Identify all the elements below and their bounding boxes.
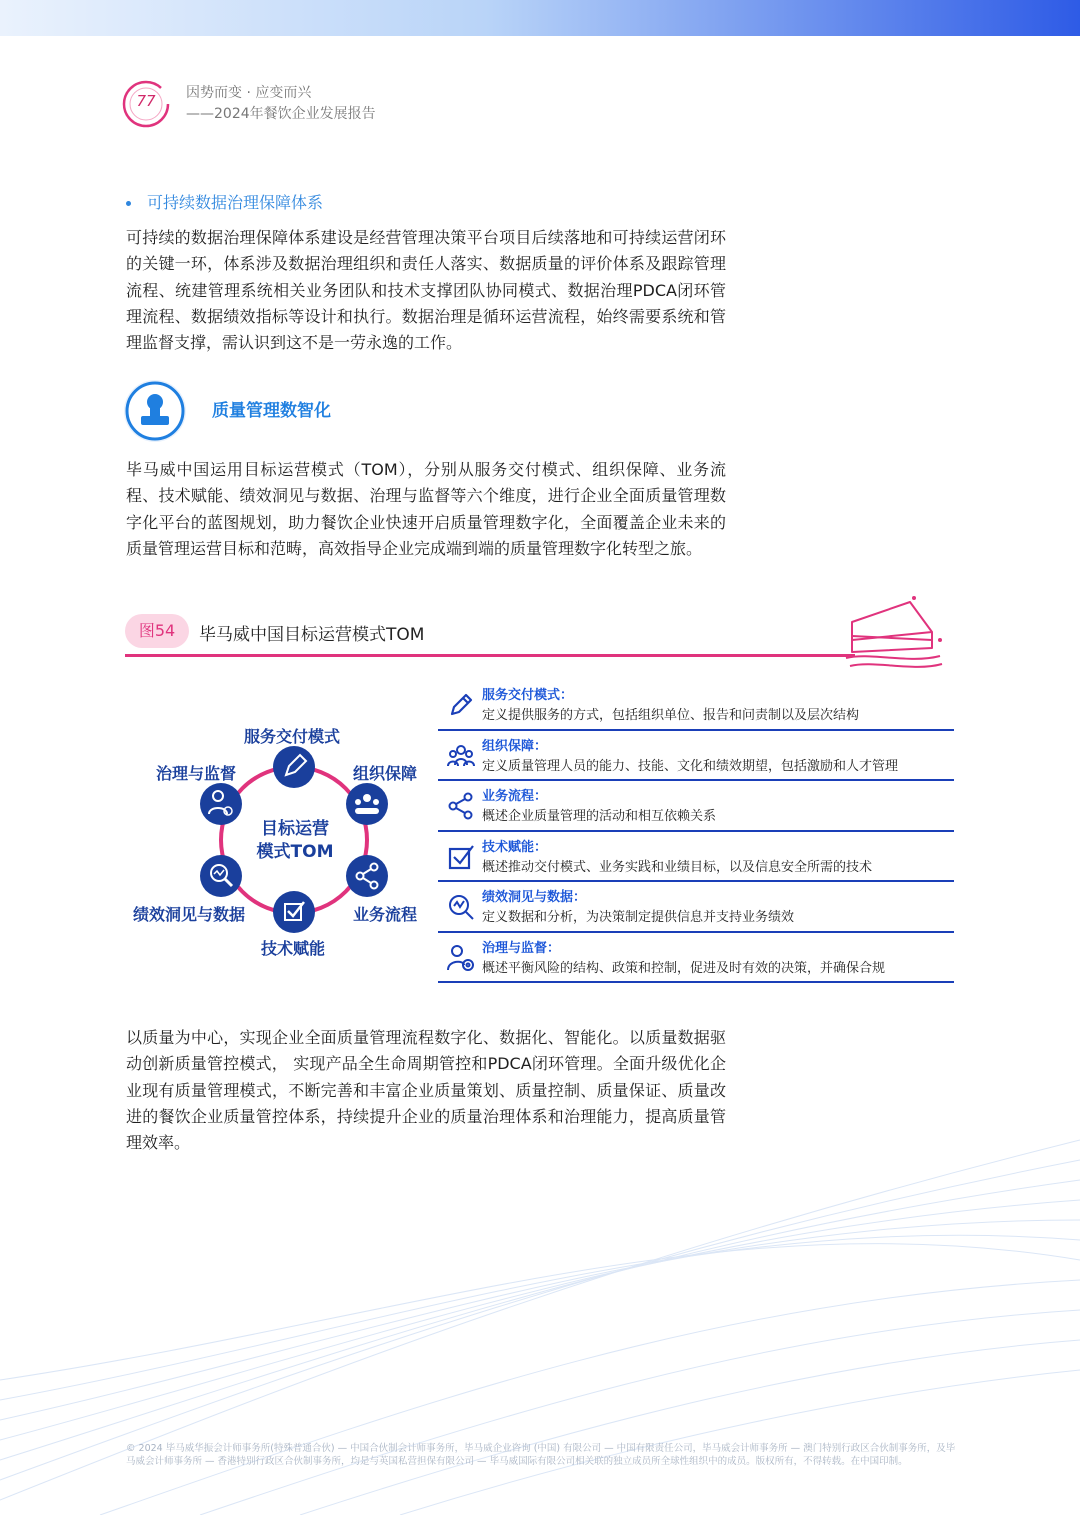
paragraph-data-governance: 可持续的数据治理保障体系建设是经营管理决策平台项目后续落地和可持续运营闭环的关键一环，体系涉及数据治理组织和责任人落实、数据质量的评价体系及跟踪管理流程、统建管理系统相关业务团队和技术支撑团队协同模式、数据治理PDCA闭环管理流程、数据绩效指标等设计和执行。数据治理是循环运营流程，始终需要系统和管理监督支撑，需认识到这不是一劳永逸的工作。 [126, 228, 726, 353]
cake-slice-icon [840, 592, 948, 674]
checkbox-icon [446, 842, 476, 872]
item-desc: 概述企业质量管理的活动和相互依赖关系 [482, 809, 717, 824]
paragraph-quality-center: 以质量为中心，实现企业全面质量管理流程数字化、数据化、智能化。以质量数据驱动创新质量管控模式， 实现产品全生命周期管控和PDCA闭环管理。全面升级优化企业现有质量管理模式，不断完善和丰富企业质量策划、质量控制、质量保证、质量改进的餐饮企业质量管控体系，持续提升企业的质量治理体系和治理能力，提高质量管理效率。 [126, 1028, 726, 1153]
wheel-label-bottom: 技术赋能 [261, 939, 326, 958]
wheel-label-upper-right: 组织保障 [353, 764, 418, 783]
node-lower-right [346, 855, 388, 897]
wheel-label-lower-right: 业务流程 [353, 905, 418, 924]
list-item [438, 882, 954, 933]
page-number-badge [120, 78, 172, 130]
list-item [438, 832, 954, 883]
bullet-heading-text: 可持续数据治理保障体系 [147, 193, 324, 212]
wheel-center-label [240, 818, 350, 864]
item-title: 技术赋能： [482, 839, 548, 855]
item-title: 绩效洞见与数据： [482, 890, 587, 905]
item-title: 服务交付模式： [482, 688, 574, 703]
node-upper-left [200, 783, 242, 825]
figure-tag: 图54 [125, 614, 189, 648]
item-desc: 定义数据和分析，为决策制定提供信息并支持业务绩效 [482, 910, 795, 925]
team-icon [446, 741, 476, 771]
item-desc: 概述平衡风险的结构、政策和控制，促进及时有效的决策，并确保合规 [482, 960, 886, 976]
report-title-line2: ——2024年餐饮企业发展报告 [186, 106, 376, 122]
node-lower-left [200, 855, 242, 897]
item-title: 组织保障： [482, 738, 548, 754]
wheel-label-lower-left: 绩效洞见与数据 [133, 905, 246, 924]
bullet-heading [126, 190, 323, 213]
person-gear-icon [446, 943, 476, 973]
node-bottom [273, 891, 315, 933]
node-upper-right [346, 783, 388, 825]
copyright-footer: © 2024 毕马威华振会计师事务所(特殊普通合伙) — 中国合伙制会计师事务所，毕马威企业咨询 (中国) 有限公司 — 中国有限责任公司，毕马威会计师事务所 — 澳门特别行政区合伙制事务所，及毕马威会计师事务所 — 香港特别行政区合伙制事务所，均是与英国私营担保有限公司 — 毕马威国际有限公司相关联的独立成员所全球性组织中的成员。版权所有，不得转载。在中国印制。 [126, 1443, 956, 1467]
item-desc: 概述推动交付模式、业务实践和业绩目标，以及信息安全所需的技术 [482, 859, 873, 875]
wheel-center-line1: 目标运营 [261, 819, 329, 839]
node-top [273, 746, 315, 788]
item-desc: 定义提供服务的方式，包括组织单位、报告和问责制以及层次结构 [482, 708, 860, 723]
section-title-quality: 质量管理数智化 [212, 401, 331, 421]
list-item [438, 731, 954, 782]
pen-icon [446, 690, 476, 720]
bullet-dot-icon [126, 201, 131, 206]
item-title: 业务流程： [482, 789, 548, 804]
paragraph-tom-intro: 毕马威中国运用目标运营模式（TOM），分别从服务交付模式、组织保障、业务流程、技术赋能、绩效洞见与数据、治理与监督等六个维度，进行企业全面质量管理数字化平台的蓝图规划，助力餐饮企业快速开启质量管理数字化，全面覆盖企业未来的质量管理运营目标和范畴，高效指导企业完成端到端的质量管理数字化转型之旅。 [126, 460, 726, 558]
wheel-center-line2: 模式TOM [256, 842, 334, 862]
top-gradient-bar [0, 0, 1080, 36]
page-number: 77 [136, 92, 156, 110]
wheel-label-upper-left: 治理与监督 [156, 764, 237, 783]
wheel-label-top: 服务交付模式 [244, 727, 341, 746]
tom-definition-list [438, 680, 954, 983]
list-item [438, 933, 954, 984]
magnifier-chart-icon [446, 892, 476, 922]
share-icon [446, 791, 476, 821]
list-item [438, 781, 954, 832]
figure-title: 毕马威中国目标运营模式TOM [199, 625, 425, 645]
item-desc: 定义质量管理人员的能力、技能、文化和绩效期望，包括激励和人才管理 [482, 758, 899, 774]
item-title: 治理与监督： [482, 940, 561, 956]
report-title-line1: 因势而变 · 应变而兴 [186, 85, 312, 101]
list-item [438, 680, 954, 731]
figure-divider [125, 654, 855, 657]
person-avatar-icon [122, 378, 188, 444]
